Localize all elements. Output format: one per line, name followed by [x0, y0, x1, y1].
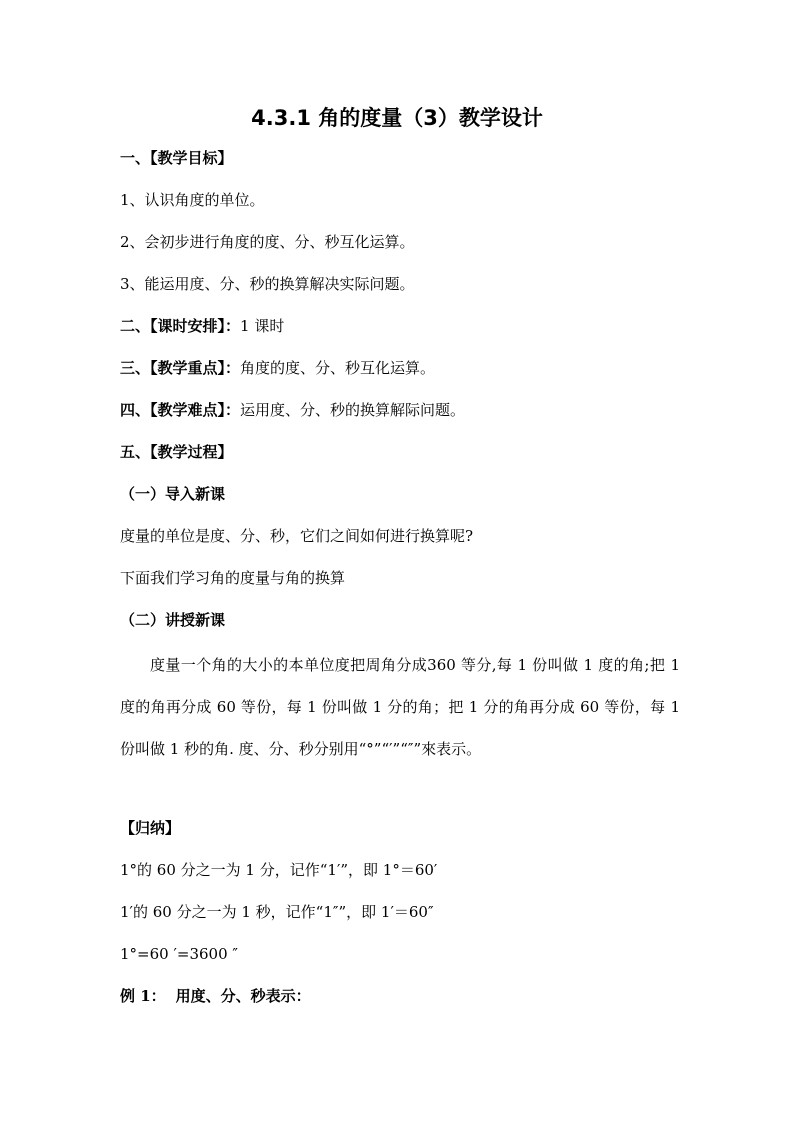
- teaching-paragraph: 度量一个角的大小的本单位度把周角分成360 等分,每 1 份叫做 1 度的角;把 1 度的角再分成 60 等份，每 1 份叫做 1 分的角；把 1 分的角再分成 60 等份，每 1 份叫做 1 秒的角. 度、分、秒分别用“°”“′”“″”來表示。: [120, 656, 680, 758]
- summary-heading: 【归纳】: [120, 819, 181, 837]
- summary-line-1: 1°的 60 分之一为 1 分，记作“1′”，即 1°＝60′: [120, 861, 438, 879]
- example-label: 例 1：: [120, 987, 166, 1005]
- example-line: [120, 984, 311, 1008]
- process-heading: 五、【教学过程】: [120, 443, 233, 461]
- summary-line-3: 1°=60 ′=3600 ″: [120, 945, 238, 963]
- key-points-heading: 三、【教学重点】：: [120, 359, 241, 377]
- objective-item-3: 3、能运用度、分、秒的换算解决实际问题。: [120, 275, 415, 293]
- teaching-heading: （二）讲授新课: [120, 611, 226, 629]
- page-title: 4.3.1 角的度量（3）教学设计: [251, 106, 543, 130]
- key-points-line: [120, 356, 435, 380]
- example-text: 用度、分、秒表示：: [175, 987, 311, 1005]
- schedule-heading: 二、【课时安排】：: [120, 317, 241, 335]
- difficulties-value: 运用度、分、秒的换算解际问题。: [240, 401, 466, 419]
- objective-item-2: 2、会初步进行角度的度、分、秒互化运算。: [120, 233, 415, 251]
- difficulties-heading: 四、【教学难点】：: [120, 401, 241, 419]
- objective-item-1: 1、认识角度的单位。: [120, 191, 265, 209]
- schedule-line: [120, 314, 284, 338]
- objectives-heading: 一、【教学目标】: [120, 149, 233, 167]
- intro-heading: （一）导入新课: [120, 485, 226, 503]
- summary-line-2: 1′的 60 分之一为 1 秒，记作“1″”，即 1′＝60″: [120, 903, 434, 921]
- key-points-value: 角度的度、分、秒互化运算。: [240, 359, 436, 377]
- intro-line-2: 下面我们学习角的度量与角的换算: [120, 569, 346, 587]
- intro-line-1: 度量的单位是度、分、秒，它们之间如何进行换算呢?: [120, 527, 474, 545]
- difficulties-line: [120, 398, 465, 422]
- schedule-value: 1 课时: [240, 317, 285, 335]
